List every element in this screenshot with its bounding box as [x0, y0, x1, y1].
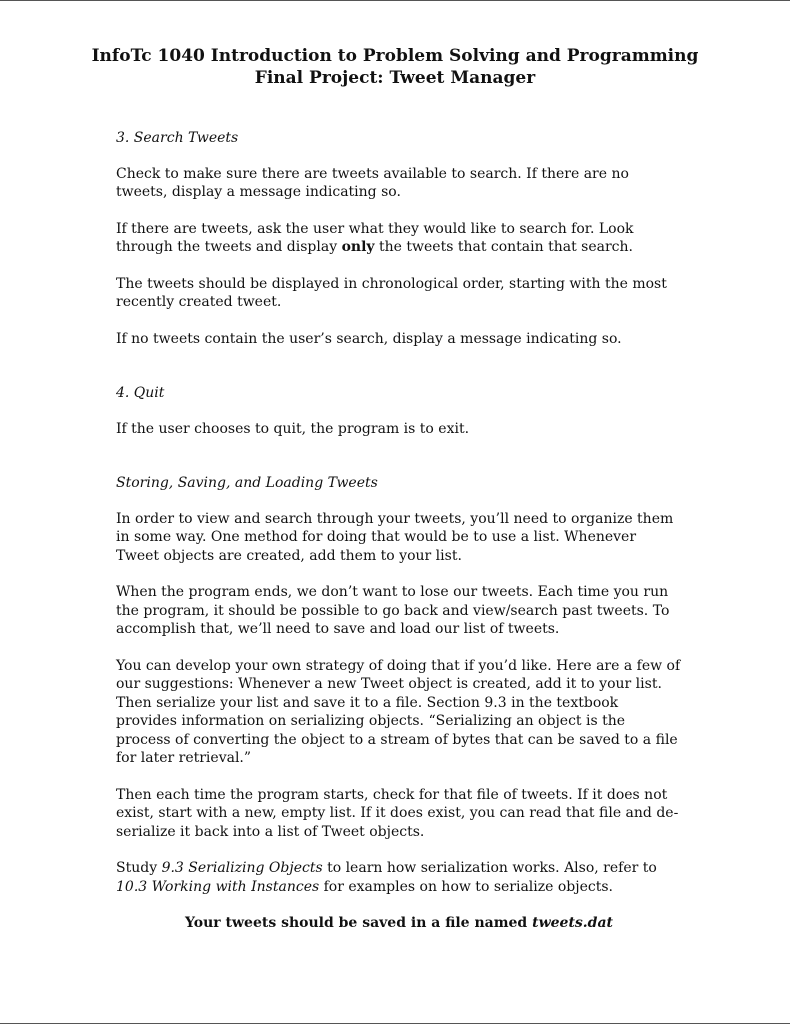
filename: tweets.dat — [532, 915, 613, 931]
storing-heading: Storing, Saving, and Loading Tweets — [116, 475, 378, 491]
section-reference-10-3: 10.3 Working with Instances — [116, 878, 320, 895]
storing-paragraph-5 — [116, 859, 682, 896]
search-paragraph-2-start: If there are tweets, ask the user what they would like to search for. Look through the tweets and display — [116, 220, 634, 255]
save-file-requirement — [116, 914, 682, 933]
storing-paragraph-3: You can develop your own strategy of doing that if you’d like. Here are a few of our suggestions: Whenever a new Tweet object is created, add it to your list. Then serialize your list and save it to a file. Section 9.3 in the textbook provides information on serializing objects. “Serializing an object is the process of converting the object to a stream of bytes that can be saved to a file for later retrieval.” — [116, 657, 681, 766]
emphasis-only: only — [341, 239, 375, 255]
project-title: Final Project: Tweet Manager — [254, 68, 536, 88]
document-body — [116, 129, 682, 933]
quit-paragraph: If the user chooses to quit, the program is to exit. — [116, 420, 470, 437]
save-file-text: Your tweets should be saved in a file named — [184, 915, 533, 931]
examples-text: for examples on how to serialize objects. — [319, 878, 613, 895]
storing-paragraph-2: When the program ends, we don’t want to lose our tweets. Each time you run the program, it should be possible to go back and view/search past tweets. To accomplish that, we’ll need to save and load our list of tweets. — [116, 584, 670, 637]
quit-heading: 4. Quit — [116, 385, 165, 401]
document-header — [0, 45, 790, 89]
search-paragraph-1: Check to make sure there are tweets available to search. If there are no tweets, display a message indicating so. — [116, 165, 629, 200]
search-tweets-heading: 3. Search Tweets — [116, 130, 239, 146]
course-title: InfoTc 1040 Introduction to Problem Solving and Programming — [91, 46, 699, 66]
search-paragraph-2 — [116, 220, 682, 257]
refer-text: to learn how serialization works. Also, refer to — [322, 860, 657, 876]
study-text: Study — [116, 860, 162, 876]
storing-paragraph-4: Then each time the program starts, check for that file of tweets. If it does not exist, start with a new, empty list. If it does exist, you can read that file and de-serialize it back into a list of Tweet objects. — [116, 786, 679, 840]
storing-paragraph-1: In order to view and search through your tweets, you’ll need to organize them in some way. One method for doing that would be to use a list. Whenever Tweet objects are created, add them to your list. — [116, 510, 674, 564]
search-paragraph-2-end: the tweets that contain that search. — [374, 239, 633, 255]
section-reference-9-3: 9.3 Serializing Objects — [161, 860, 323, 876]
search-paragraph-4: If no tweets contain the user’s search, display a message indicating so. — [116, 330, 622, 347]
search-paragraph-3: The tweets should be displayed in chronological order, starting with the most recently created tweet. — [116, 275, 667, 310]
